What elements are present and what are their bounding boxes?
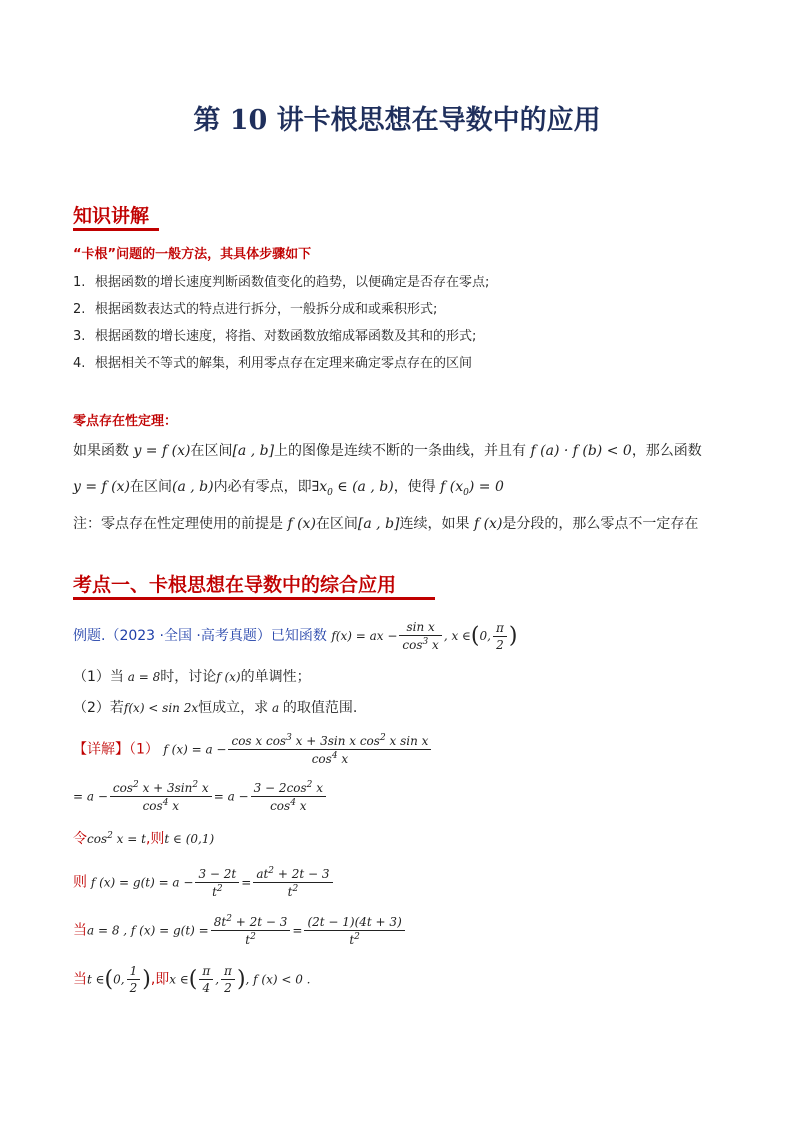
- example-statement: 例题.（2023 ·全国 ·高考真题）已知函数 f(x) = ax − $\frac{\text{sin x}}{\cos^3 x}$ , x ∈(0, $\frac{\pi}{2}$ ): [73, 620, 518, 652]
- step-item-2: 2. 根据函数表达式的特点进行拆分，一般拆分成和或乘积形式;: [73, 302, 438, 317]
- solution-step-5: 当t ∈(0, $\frac{1}{2}$ ),即x ∈( $\frac{\pi}{4}$ , $\frac{\pi}{2}$ ), f (x) < 0 .: [73, 964, 311, 995]
- step-item-3: 3. 根据函数的增长速度，将指、对数函数放缩成幂函数及其和的形式;: [73, 329, 477, 344]
- theorem-label: 零点存在性定理：: [73, 414, 178, 429]
- page-title: 第 10 讲卡根思想在导数中的应用: [193, 105, 601, 136]
- step-item-4: 4. 根据相关不等式的解集，利用零点存在定理来确定零点存在的区间: [73, 356, 473, 371]
- theorem-note: 注：零点存在性定理使用的前提是 f (x)在区间[a , b]连续，如果 f (x)是分段的，那么零点不一定存在: [73, 516, 699, 532]
- step-item-1: 1. 根据函数的增长速度判断函数值变化的趋势，以便确定是否存在零点;: [73, 275, 490, 290]
- section-heading-knowledge: 知识讲解: [73, 205, 150, 227]
- solution-step-4: 当a = 8 , f (x) = g(t) = $\frac{8t^2 + 2t - 3}{t^2}$ = $\frac{(2t - 1)(4t + 3)}{t^2}$: [73, 914, 407, 947]
- solution-step-3: 则 f (x) = g(t) = a − $\frac{3 - 2t}{t^2}$ = $\frac{at^2 + 2t - 3}{t^2}$: [73, 866, 335, 899]
- question-2: （2）若f(x) < sin 2x恒成立，求 a 的取值范围.: [73, 700, 358, 716]
- solution-step-1: 【详解】（1） f (x) = a − $\frac{\cos x \cos^3 x + 3\sin x \cos^2 x \sin x}{\cos^4 x}$: [73, 733, 433, 766]
- solution-step-2: = a − $\frac{\cos^2 x + 3\sin^2 x}{\cos^4 x}$ = a − $\frac{3 - 2\cos^2 x}{\cos^4 x}$: [73, 780, 328, 813]
- theorem-line-1: 如果函数 y = f (x)在区间[a , b]上的图像是连续不断的一条曲线，并且有 f (a) · f (b) < 0，那么函数: [73, 443, 702, 459]
- section-heading-topic-1: 考点一、卡根思想在导数中的综合应用: [73, 574, 397, 596]
- question-1: （1）当 a = 8时，讨论f (x)的单调性；: [73, 669, 311, 685]
- section-underline: [73, 228, 159, 231]
- section-underline: [73, 597, 435, 600]
- solution-substitution: 令$\cos^2 x = t$,则t ∈ (0,1): [73, 831, 215, 847]
- theorem-line-2: y = f (x)在区间(a , b)内必有零点，即$\exists x_0$ ∈ (a , b)，使得 f $(x_0) = 0$: [73, 479, 504, 498]
- method-subheading: “卡根”问题的一般方法，其具体步骤如下: [73, 247, 312, 262]
